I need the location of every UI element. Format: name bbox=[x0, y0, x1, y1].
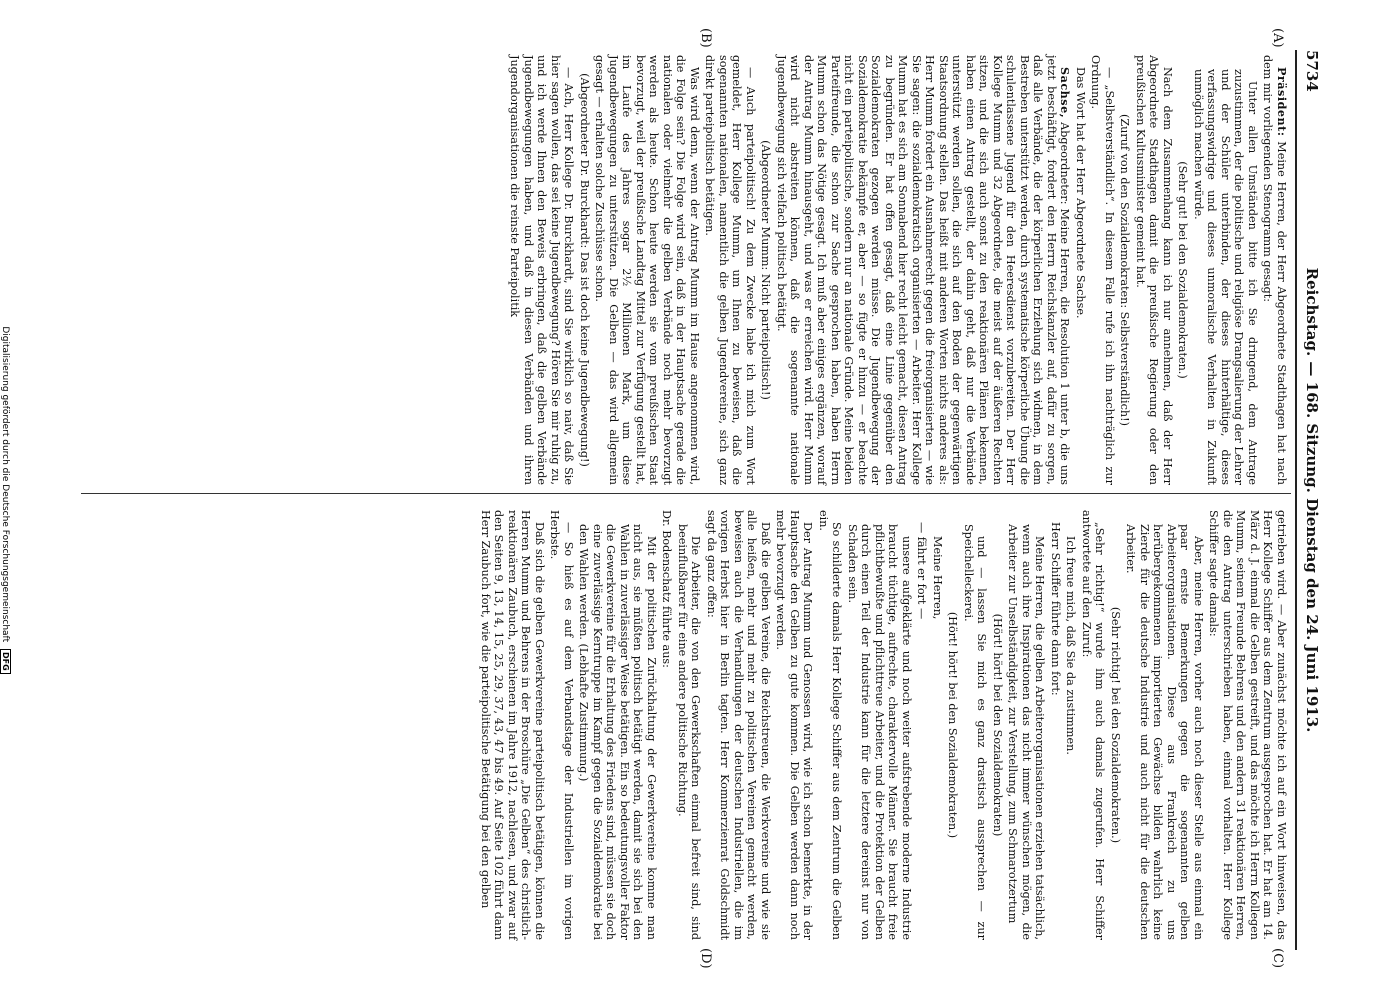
paragraph bbox=[991, 510, 1005, 940]
paragraph-text: (Sehr richtig! bei den Sozialdemokraten.) bbox=[1109, 606, 1122, 844]
left-column bbox=[506, 55, 1288, 485]
paragraph bbox=[915, 510, 929, 940]
paragraph-text: Meine Herren, die gelben Arbeiterorganisationen erziehen tatsächlich, wenn auch ihre Inspirationen das nicht immer wünschen mögen, die Arbeiter zur Unselbständigkeit, zur Verstellung, zum Schmarotzertum bbox=[1006, 524, 1047, 941]
paragraph-text: Abgeordneter: Meine Herren, die Resolution 1 unter b, die uns jetzt beschäftigt, fordert den Herrn Reichskanzler auf, dafür zu sorgen, daß alle Verbände, die der körperlichen Erziehung sich widmen, in dem Bestreben unterstützt werden, durch systematische körperliche Übung die schulentlassene Jugend für den Heeresdienst vorzubereiten. Der Herr Kollege Mumm und 32 Abgeordnete, die meist auf der äußeren Rechten sitzen, und die sich auch sonst zu den reaktionären Plänen bekennen, haben einen Antrag gestellt, der dahin geht, daß nur die Verbände unterstützt werden sollen, die sich auf den Boden der gegenwärtigen Staatsordnung stellen. Das heißt mit anderen Worten nichts anderes als: Herr Mumm fordert ein Ausnahmerecht gegen die freiorganisierten — wie Sie sagen: die sozialdemokratisch organisierten — Arbeiter. Herr Kollege Mumm hat es sich am Sonnabend hier recht leicht gemacht, diesen Antrag zu begründen. Er hat offen gesagt, daß eine Linie gegenüber den Sozialdemokraten gezogen werden müsse. Die Jugendbewegung der Sozialdemokratie bekämpfe er, aber — so fügte er hinzu — er beachte nicht ein parteipolitische, sondern nur an nationale Gründe. Meine beiden Parteifreunde, die schon zur Sache gesprochen haben, haben Herrn Mumm schon das Nötige gesagt. Ich muß aber einiges ergänzen, worauf der Antrag Mumm hinausgeht, und was er erreichen wird. Herr Mumm wird nicht abstreiten können, daß die sogenannte nationale Jugendbewegung sich vielfach politisch betätigt. bbox=[775, 55, 1072, 485]
paragraph-text: Nach dem Zusammenhang kann ich nur annehmen, daß der Herr Abgeordnete Stadthagen damit die preußische Regierung oder den preußischen Kultusminister gemeint hat. bbox=[1134, 55, 1174, 485]
paragraph bbox=[1074, 55, 1088, 485]
paragraph-text: getrieben wird. — Aber zunächst möchte ich auf ein Wort hinweisen, das Herr Kollege Schiffer aus dem Zentrum ausgesprochen hat. Er hat am 14. März d. J. einmal die Gelben gestreift, und das möchte ich Herrn Kollegen Mumm, seinem Freunde Behrens und den andern 31 reaktionären Herren, die den Antrag unterschrieben haben, einmal vorhalten. Herr Kollege Schiffer sagte damals: bbox=[1207, 510, 1288, 940]
paragraph bbox=[548, 510, 575, 940]
paragraph bbox=[1134, 55, 1175, 485]
paragraph bbox=[593, 55, 701, 485]
paragraph-text: Mit der politischen Zurückhaltung der Gewerkvereine komme man nicht aus, sie müßten politisch betätigt werden, damit sie sich bei den Wahlen in zuverlässiger Weise betätigen. Ein so bedeutungsvoller Faktor die Gewerkvereine für die Erhaltung des Friedens sind, müssen sie doch eine zuverlässige Kerntruppe im Kampf gegen die Sozialdemokratie bei den Wahlen werden. (Lebhafte Zustimmung.) bbox=[577, 524, 658, 940]
margin-marker-b: (B) bbox=[698, 28, 713, 48]
page-footer bbox=[0, 0, 11, 1000]
paragraph-text: (Abgeordneter Dr. Burckhardt: Das ist doch keine Jugendbewegung!) bbox=[578, 73, 591, 467]
paragraph bbox=[931, 510, 945, 940]
paragraph-text: — fährt er fort — bbox=[915, 522, 929, 620]
paragraph-text: (Hört! hört! bei den Sozialdemokraten.) bbox=[946, 611, 960, 839]
paragraph bbox=[1080, 510, 1107, 940]
paragraph bbox=[946, 510, 960, 940]
paragraph bbox=[577, 510, 658, 940]
dfg-logo: DFG bbox=[0, 649, 11, 674]
paragraph-text: — Auch parteipolitisch! Zu dem Zwecke habe ich mich zum Wort gemeldet, Herr Kollege Mumm, um Ihnen zu beweisen, daß die sogenannten nationalen, namentlich die gelben Jugendvereine, sich ganz direkt parteipolitisch betätigen. bbox=[703, 55, 757, 485]
speaker-name: Präsident: bbox=[1275, 67, 1289, 137]
paragraph-text: So schilderte damals Herr Kollege Schiffer aus dem Zentrum die Gelben ein. bbox=[817, 510, 844, 940]
paragraph bbox=[676, 510, 703, 940]
paragraph bbox=[817, 510, 844, 940]
paragraph-text: (Abgeordneter Mumm: Nicht parteipolitisch!) bbox=[759, 140, 773, 400]
column-divider bbox=[81, 493, 1291, 494]
paragraph bbox=[1109, 510, 1123, 940]
paragraph bbox=[1089, 55, 1116, 485]
paragraph-text: Was wird denn, wenn der Antrag Mumm im Hause angenommen wird, die Folge sein? Die Folge wird sein, daß in der Hauptsache gerade die nationalen oder vielmehr die gelben Verbände noch mehr bevorzugt werden als heute. Schon heute werden sie vom preußischen Staat bevorzugt, weil der preußische Landtag Mittel zur Verfügung gestellt hat, im Laufe des Jahres sogar 2½ Millionen Mark, um diese Jugendbewegungen zu unterstützen. Die Gelben — das wird allgemein gesagt — erhalten solche Zuschüsse schon. bbox=[593, 55, 701, 485]
paragraph-text: Herr Schiffer führte dann fort: bbox=[1049, 522, 1062, 696]
paragraph bbox=[1118, 55, 1132, 485]
paragraph bbox=[705, 510, 773, 940]
page-title: Reichstag. — 168. Sitzung. Dienstag den 24. Juni 1913. bbox=[1303, 267, 1321, 733]
paragraph-text: Ich freue mich, daß Sie da zustimmen. bbox=[1064, 536, 1078, 755]
paragraph bbox=[578, 55, 592, 485]
paragraph bbox=[703, 55, 757, 485]
footer-credit: Digitalisierung gefördert durch die Deutsche Forschungsgemeinschaft bbox=[0, 326, 10, 643]
paragraph bbox=[1124, 510, 1205, 940]
paragraph-text: Der Antrag Mumm und Genossen wird, wie ich schon bemerkte, in der Hauptsache den Gelben zu gute kommen. Die Gelben werden dann noch mehr bevorzugt werden. bbox=[774, 510, 815, 940]
paragraph bbox=[479, 510, 547, 940]
paragraph bbox=[759, 55, 773, 485]
page-number: 5734 bbox=[1303, 50, 1321, 92]
paragraph-text: — „Selbstverständlich“. In diesem Falle rufe ich ihn nachträglich zur Ordnung. bbox=[1089, 55, 1116, 485]
paragraph-text: (Sehr gut! bei den Sozialdemokraten.) bbox=[1176, 161, 1190, 379]
paragraph bbox=[1192, 55, 1260, 485]
paragraph-text: „Sehr richtig!“ wurde ihm auch damals zugerufen. Herr Schiffer antwortete auf den Zuruf: bbox=[1080, 510, 1107, 940]
margin-marker-a: (A) bbox=[1270, 28, 1285, 48]
paragraph-text: Daß die gelben Vereine, die Reichstreuen, die Werkvereine und wie sie alle heißen, mehr und mehr zu politischen Vereinen gemacht werden, beweisen auch die Verhandlungen der deutschen Industriellen, die im vorigen Herbst hier in Berlin tagten. Herr Kommerzienrat Goldschmidt sagt da ganz offen: bbox=[705, 510, 772, 940]
paragraph bbox=[774, 510, 815, 940]
paragraph-text: Unter allen Umständen bitte ich Sie dringend, dem Antrage zuzustimmen, der die politische und religiöse Drangsalierung der Lehrer und der Schüler unterbinden, der dieses hinterhältige, dieses verfassungswidrige und dieses unmoralische Verhalten in Zukunft unmöglich machen würde. bbox=[1192, 69, 1259, 485]
paragraph bbox=[1049, 510, 1063, 940]
page-header bbox=[1297, 50, 1325, 950]
paragraph bbox=[1261, 55, 1288, 485]
paragraph-text: Aber, meine Herren, vorher auch noch dieser Stelle aus einmal ein paar ernste Bemerkungen gegen die sogenannten gelben Arbeiterorganisationen. Diese aus Frankreich zu uns herübergekommenen importierten Gewächse bilden wahrlich keine Zierde für die deutsche Industrie und auch nicht für die deutschen Arbeiter. bbox=[1124, 524, 1205, 940]
margin-marker-c: (C) bbox=[1270, 948, 1285, 969]
paragraph bbox=[508, 55, 576, 485]
paragraph-text: Die Arbeiter, die von den Gewerkschaften einmal befreit sind, sind beeinflußbarer für eine andere politische Richtung. bbox=[676, 524, 703, 940]
paragraph-text: Daß sich die gelben Gewerkvereine parteipolitisch betätigen, können die Herren Mumm und Behrens in der Broschüre „Die Gelben“ des christlich-reaktionären Zaubuch, erschienen im Jahre 1912, nachlesen, und zwar auf den Seiten 9, 13, 14, 15, 25, 29, 37, 43, 47 bis 49. Auf Seite 102 führt dann Herr Zaubuch fort, wie die parteipolitische Betätigung bei den gelben bbox=[479, 510, 546, 940]
paragraph-text: — Ach, Herr Kollege Dr. Burckhardt, sind Sie wirklich so naiv, daß Sie hier sagen wollen, das sei keine Jugendbewegung? Hören Sie mir ruhig zu, und ich werde Ihnen den Beweis erbringen, daß die gelben Verbände Jugendbewegungen haben, und daß in diesen Verbänden und ihren Jugendorganisationen die reinste Parteipolitik bbox=[508, 55, 576, 485]
paragraph bbox=[1176, 55, 1190, 485]
paragraph bbox=[1006, 510, 1047, 940]
paragraph-text: Meine Herren, bbox=[931, 536, 944, 620]
right-column bbox=[477, 510, 1289, 940]
paragraph-text: (Hört! hört! bei den Sozialdemokraten) bbox=[991, 613, 1004, 837]
paragraph bbox=[1207, 510, 1288, 940]
paragraph-text: — So hieß es auf dem Verbandstage der Industriellen im vorigen Herbste. bbox=[548, 510, 575, 940]
paragraph bbox=[1064, 510, 1078, 940]
paragraph-text: (Zuruf von den Sozialdemokraten: Selbstverständlich!) bbox=[1118, 114, 1132, 426]
speaker-name: Sachse, bbox=[1058, 67, 1073, 119]
paragraph bbox=[846, 510, 914, 940]
paragraph bbox=[660, 510, 674, 940]
paragraph-text: Meine Herren, der Herr Abgeordnete Stadthagen hat nach dem mir vorliegenden Stenogramm gesagt: bbox=[1261, 55, 1288, 485]
paragraph-text: und — lassen Sie mich es ganz drastisch aussprechen — zur Speichelleckerei. bbox=[962, 524, 989, 940]
paragraph bbox=[962, 510, 989, 940]
paragraph-text: unsere aufgeklärte und noch weiter aufstrebende moderne Industrie braucht tüchtige, aufrechte, charaktervolle Männer. Sie braucht freie pflichtbewußte und pflichttreue Arbeiter, und die Protektion der Gelben durch einen Teil der Industrie kann für die letztere dereinst nur von Schaden sein. bbox=[846, 524, 913, 940]
paragraph bbox=[775, 55, 1072, 485]
margin-marker-d: (D) bbox=[698, 948, 713, 969]
paragraph-text: Das Wort hat der Herr Abgeordnete Sachse. bbox=[1074, 67, 1087, 319]
paragraph-text: Dr. Bodenschatz führte aus: bbox=[660, 510, 674, 668]
header-rule bbox=[1295, 50, 1297, 950]
